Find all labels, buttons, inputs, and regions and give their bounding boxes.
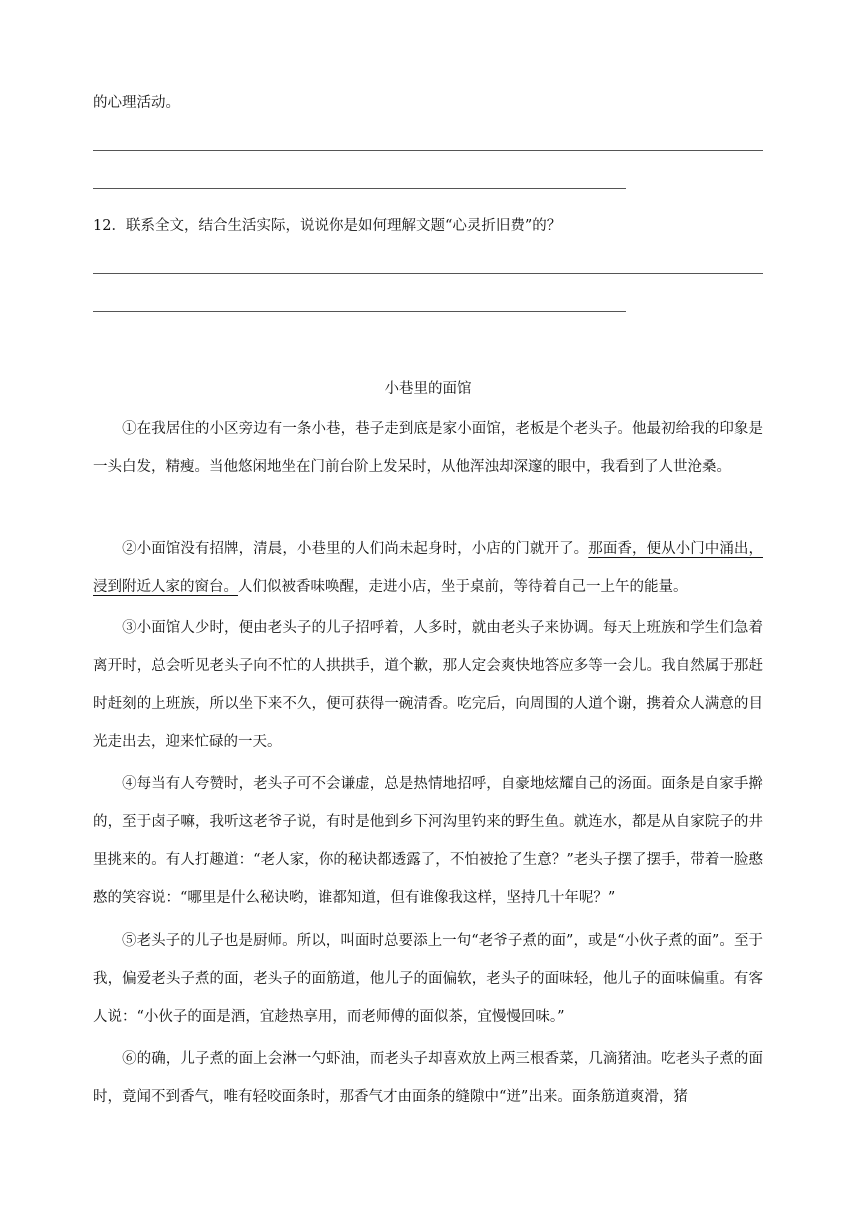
answer-line <box>93 273 763 274</box>
paragraph-1 <box>93 410 763 486</box>
underlined-sentence: 那面香，便从小门中涌出，浸到附近人家的窗台。 <box>93 541 763 595</box>
paragraph-5 <box>93 922 763 1036</box>
question-11-tail: 的心理活动。 <box>93 95 180 111</box>
answer-line <box>93 188 626 189</box>
paragraph-3-text: ③小面馆人少时，便由老头子的儿子招呼着，人多时，就由老头子来协调。每天上班族和学生们急着离开时，总会听见老头子向不忙的人拱拱手，道个歉，那人定会爽快地答应多等一会儿。我自然属于那赶时赶刻的上班族，所以坐下来不久，便可获得一碗清香。吃完后，向周围的人道个谢，携着众人满意的目光走出去，迎来忙碌的一天。 <box>93 620 763 750</box>
paragraph-6 <box>93 1040 763 1116</box>
story-title: 小巷里的面馆 <box>384 381 472 397</box>
paragraph-5-text: ⑤老头子的儿子也是厨师。所以，叫面时总要添上一句“老爷子煮的面”，或是“小伙子煮的面”。至于我，偏爱老头子煮的面，老头子的面筋道，他儿子的面偏软，老头子的面味轻，他儿子的面味偏重。有客人说：“小伙子的面是酒，宜趁热享用，而老师傅的面似茶，宜慢慢回味。” <box>93 933 763 1025</box>
answer-line <box>93 150 763 151</box>
paragraph-1-text: ①在我居住的小区旁边有一条小巷，巷子走到底是家小面馆，老板是个老头子。他最初给我的印象是一头白发，精瘦。当他悠闲地坐在门前台阶上发呆时，从他浑浊却深邃的眼中，我看到了人世沧桑。 <box>93 421 763 475</box>
question-12: 12．联系全文，结合生活实际，说说你是如何理解文题“心灵折旧费”的？ <box>93 218 562 234</box>
paragraph-6-text: ⑥的确，儿子煮的面上会淋一勺虾油，而老头子却喜欢放上两三根香菜，几滴猪油。吃老头子煮的面时，竟闻不到香气，唯有轻咬面条时，那香气才由面条的缝隙中“迸”出来。面条筋道爽滑，猪 <box>93 1051 763 1105</box>
paragraph-2 <box>93 530 763 606</box>
paragraph-4-text: ④每当有人夸赞时，老头子可不会谦虚，总是热情地招呼，自豪地炫耀自己的汤面。面条是自家手擀的，至于卤子嘛，我听这老爷子说，有时是他到乡下河沟里钓来的野生鱼。就连水，都是从自家院子的井里挑来的。有人打趣道：“老人家，你的秘诀都透露了，不怕被抢了生意？”老头子摆了摆手，带着一脸憨憨的笑容说：“哪里是什么秘诀哟，谁都知道，但有谁像我这样，坚持几十年呢？” <box>93 776 763 906</box>
paragraph-4 <box>93 765 763 917</box>
answer-line <box>93 311 626 312</box>
paragraph-3 <box>93 609 763 761</box>
paragraph-2-text-b: 人们似被香味唤醒，走进小店，坐于桌前，等待着自己一上午的能量。 <box>238 579 688 595</box>
paragraph-2-text-a: ②小面馆没有招牌，清晨，小巷里的人们尚未起身时，小店的门就开了。 <box>122 541 589 557</box>
